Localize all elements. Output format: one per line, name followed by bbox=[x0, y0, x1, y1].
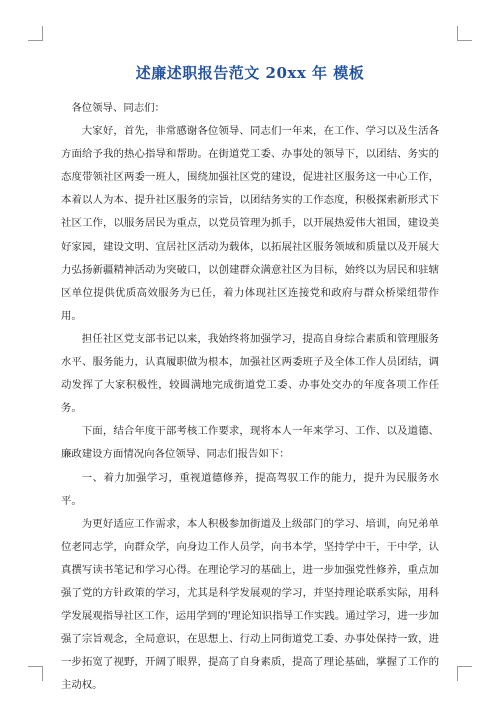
crop-mark-top-right bbox=[457, 26, 472, 41]
document-title: 述廉述职报告范文 20xx 年 模板 bbox=[135, 64, 365, 82]
crop-mark-bottom-left bbox=[28, 666, 43, 681]
document-page bbox=[61, 62, 439, 697]
crop-mark-bottom-right bbox=[457, 666, 472, 681]
paragraph-2: 担任社区党支部书记以来，我始终将加强学习，提高自身综合素质和管理服务水平、服务能力，认真履职做为根本，加强社区两委班子及全体工作人员团结，调动发挥了大家积极性，较圆满地完成街道党工委、办事处交办的年度各项工作任务。 bbox=[61, 332, 439, 415]
section-heading-1: 一、着力加强学习，重视道德修养，提高驾驭工作的能力，提升为民服务水平。 bbox=[61, 471, 439, 507]
crop-mark-top-left bbox=[28, 26, 43, 41]
greeting: 各位领导、同志们： bbox=[71, 102, 165, 114]
paragraph-3: 下面，结合年度干部考核工作要求，现将本人一年来学习、工作、以及道德、廉政建设方面情况向各位领导、同志们报告如下： bbox=[61, 425, 439, 461]
paragraph-4: 为更好适应工作需求，本人积极参加街道及上级部门的学习、培训，向兄弟单位老同志学，向群众学，向身边工作人员学，向书本学，坚持学中干，干中学，认真撰写读书笔记和学习心得。在理论学习的基础上，进一步加强党性修养，重点加强了党的方针政策的学习，尤其是科学发展观的学习，并坚持理论联系实际，用科学发展观指导社区工作，运用学到的'理论知识指导工作实践。通过学习，进一步加强了宗旨观念，全局意识，在思想上、行动上同街道党工委、办事处保持一致，进一步拓宽了视野，开阔了眼界，提高了自身素质，提高了理论基础，掌握了工作的主动权。 bbox=[61, 517, 439, 692]
paragraph-1: 大家好，首先，非常感谢各位领导、同志们一年来，在工作、学习以及生活各方面给予我的热心指导和帮助。在街道党工委、办事处的领导下，以团结、务实的态度带领社区两委一班人，围绕加强社区党的建设，促进社区服务这一中心工作，本着以人为本、提升社区服务的宗旨，以团结务实的工作态度，积极探索新形式下社区工作，以服务居民为重点，以党员管理为抓手，以开展热爱伟大祖国，建设美好家园，建设文明、宜居社区活动为载体，以拓展社区服务领域和质量以及开展大力弘扬新疆精神活动为突破口，以创建群众满意社区为目标，始终以为居民和驻辖区单位提供优质高效服务为已任，着力体现社区连接党和政府与群众桥梁纽带作用。 bbox=[61, 125, 439, 322]
